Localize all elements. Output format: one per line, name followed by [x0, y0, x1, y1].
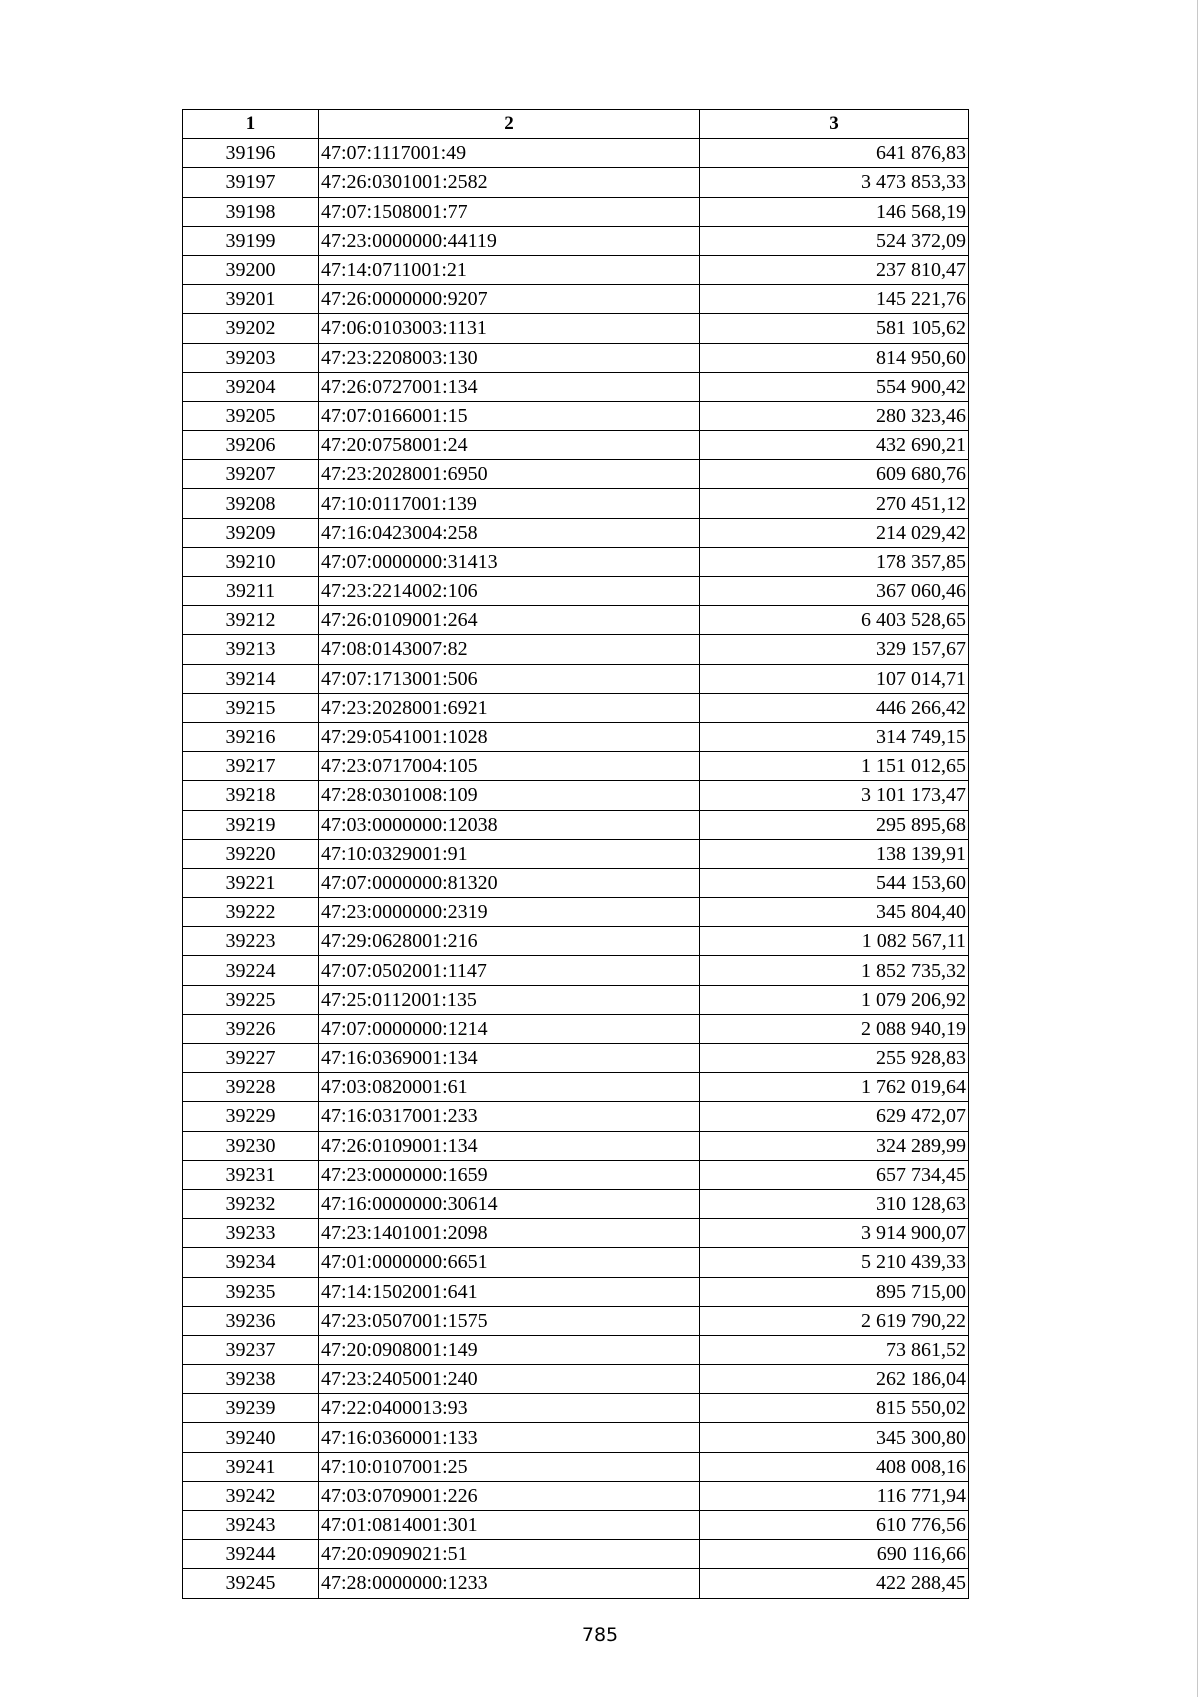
- table-row: [183, 752, 969, 781]
- table-row: [183, 1248, 969, 1277]
- row-number-cell: 39245: [183, 1569, 319, 1598]
- row-number-cell: 39231: [183, 1160, 319, 1189]
- row-number-cell: 39197: [183, 168, 319, 197]
- row-number-cell: 39208: [183, 489, 319, 518]
- value-cell: 280 323,46: [700, 401, 969, 430]
- table-row: [183, 1189, 969, 1218]
- cadastral-number-cell: 47:28:0000000:1233: [319, 1569, 700, 1598]
- table-row: [183, 1014, 969, 1043]
- table-row: [183, 1160, 969, 1189]
- cadastral-number-cell: 47:22:0400013:93: [319, 1394, 700, 1423]
- page-number: 785: [581, 1624, 619, 1646]
- cadastral-number-cell: 47:26:0109001:134: [319, 1131, 700, 1160]
- cadastral-number-cell: 47:23:0000000:2319: [319, 898, 700, 927]
- table-row: [183, 226, 969, 255]
- cadastral-number-cell: 47:07:0502001:1147: [319, 956, 700, 985]
- row-number-cell: 39221: [183, 868, 319, 897]
- value-cell: 329 157,67: [700, 635, 969, 664]
- row-number-cell: 39204: [183, 372, 319, 401]
- value-cell: 895 715,00: [700, 1277, 969, 1306]
- row-number-cell: 39199: [183, 226, 319, 255]
- cadastral-number-cell: 47:03:0000000:12038: [319, 810, 700, 839]
- cadastral-number-cell: 47:14:0711001:21: [319, 255, 700, 284]
- value-cell: 138 139,91: [700, 839, 969, 868]
- row-number-cell: 39219: [183, 810, 319, 839]
- table-row: [183, 1044, 969, 1073]
- value-cell: 262 186,04: [700, 1365, 969, 1394]
- row-number-cell: 39198: [183, 197, 319, 226]
- table-row: [183, 343, 969, 372]
- row-number-cell: 39207: [183, 460, 319, 489]
- column-header-3: 3: [700, 110, 969, 139]
- value-cell: 214 029,42: [700, 518, 969, 547]
- table-row: [183, 255, 969, 284]
- table-row: [183, 693, 969, 722]
- cadastral-number-cell: 47:20:0758001:24: [319, 431, 700, 460]
- value-cell: 1 852 735,32: [700, 956, 969, 985]
- cadastral-number-cell: 47:23:0000000:44119: [319, 226, 700, 255]
- value-cell: 146 568,19: [700, 197, 969, 226]
- column-header-1: 1: [183, 110, 319, 139]
- value-cell: 255 928,83: [700, 1044, 969, 1073]
- table-row: [183, 1219, 969, 1248]
- value-cell: 310 128,63: [700, 1189, 969, 1218]
- value-cell: 446 266,42: [700, 693, 969, 722]
- row-number-cell: 39225: [183, 985, 319, 1014]
- cadastral-number-cell: 47:07:0000000:1214: [319, 1014, 700, 1043]
- cadastral-number-cell: 47:16:0317001:233: [319, 1102, 700, 1131]
- value-cell: 1 762 019,64: [700, 1073, 969, 1102]
- table-row: [183, 1569, 969, 1598]
- value-cell: 107 014,71: [700, 664, 969, 693]
- value-cell: 2 088 940,19: [700, 1014, 969, 1043]
- table-row: [183, 314, 969, 343]
- row-number-cell: 39228: [183, 1073, 319, 1102]
- cadastral-number-cell: 47:07:1117001:49: [319, 139, 700, 168]
- cadastral-number-cell: 47:08:0143007:82: [319, 635, 700, 664]
- value-cell: 345 300,80: [700, 1423, 969, 1452]
- value-cell: 270 451,12: [700, 489, 969, 518]
- table-row: [183, 1511, 969, 1540]
- table-row: [183, 1102, 969, 1131]
- value-cell: 3 101 173,47: [700, 781, 969, 810]
- cadastral-number-cell: 47:10:0329001:91: [319, 839, 700, 868]
- value-cell: 367 060,46: [700, 577, 969, 606]
- table-row: [183, 489, 969, 518]
- value-cell: 690 116,66: [700, 1540, 969, 1569]
- row-number-cell: 39232: [183, 1189, 319, 1218]
- table-row: [183, 664, 969, 693]
- cadastral-number-cell: 47:03:0820001:61: [319, 1073, 700, 1102]
- table-row: [183, 168, 969, 197]
- table-row: [183, 810, 969, 839]
- cadastral-number-cell: 47:07:0000000:81320: [319, 868, 700, 897]
- value-cell: 657 734,45: [700, 1160, 969, 1189]
- row-number-cell: 39212: [183, 606, 319, 635]
- row-number-cell: 39236: [183, 1306, 319, 1335]
- value-cell: 422 288,45: [700, 1569, 969, 1598]
- table-row: [183, 1335, 969, 1364]
- row-number-cell: 39239: [183, 1394, 319, 1423]
- row-number-cell: 39244: [183, 1540, 319, 1569]
- value-cell: 145 221,76: [700, 285, 969, 314]
- table-body: [183, 139, 969, 1598]
- table-row: [183, 1131, 969, 1160]
- row-number-cell: 39238: [183, 1365, 319, 1394]
- value-cell: 432 690,21: [700, 431, 969, 460]
- table-row: [183, 839, 969, 868]
- row-number-cell: 39233: [183, 1219, 319, 1248]
- row-number-cell: 39242: [183, 1481, 319, 1510]
- cadastral-number-cell: 47:23:0507001:1575: [319, 1306, 700, 1335]
- table-row: [183, 1394, 969, 1423]
- row-number-cell: 39229: [183, 1102, 319, 1131]
- value-cell: 73 861,52: [700, 1335, 969, 1364]
- table-row: [183, 285, 969, 314]
- row-number-cell: 39213: [183, 635, 319, 664]
- cadastral-number-cell: 47:26:0109001:264: [319, 606, 700, 635]
- table-row: [183, 1540, 969, 1569]
- cadastral-number-cell: 47:23:2208003:130: [319, 343, 700, 372]
- table-row: [183, 197, 969, 226]
- value-cell: 1 079 206,92: [700, 985, 969, 1014]
- cadastral-number-cell: 47:23:2028001:6950: [319, 460, 700, 489]
- cadastral-number-cell: 47:16:0369001:134: [319, 1044, 700, 1073]
- cadastral-number-cell: 47:20:0908001:149: [319, 1335, 700, 1364]
- table-row: [183, 372, 969, 401]
- table-row: [183, 956, 969, 985]
- row-number-cell: 39222: [183, 898, 319, 927]
- cadastral-number-cell: 47:23:2028001:6921: [319, 693, 700, 722]
- value-cell: 3 473 853,33: [700, 168, 969, 197]
- row-number-cell: 39205: [183, 401, 319, 430]
- row-number-cell: 39235: [183, 1277, 319, 1306]
- table-row: [183, 547, 969, 576]
- cadastral-number-cell: 47:10:0107001:25: [319, 1452, 700, 1481]
- table-row: [183, 401, 969, 430]
- cadastral-number-cell: 47:16:0000000:30614: [319, 1189, 700, 1218]
- row-number-cell: 39211: [183, 577, 319, 606]
- table-row: [183, 635, 969, 664]
- value-cell: 237 810,47: [700, 255, 969, 284]
- cadastral-number-cell: 47:23:1401001:2098: [319, 1219, 700, 1248]
- table-row: [183, 722, 969, 751]
- cadastral-number-cell: 47:26:0727001:134: [319, 372, 700, 401]
- table-row: [183, 781, 969, 810]
- table-row: [183, 898, 969, 927]
- value-cell: 554 900,42: [700, 372, 969, 401]
- table-row: [183, 518, 969, 547]
- row-number-cell: 39206: [183, 431, 319, 460]
- cadastral-number-cell: 47:16:0360001:133: [319, 1423, 700, 1452]
- row-number-cell: 39220: [183, 839, 319, 868]
- row-number-cell: 39201: [183, 285, 319, 314]
- table-row: [183, 577, 969, 606]
- table-row: [183, 606, 969, 635]
- value-cell: 295 895,68: [700, 810, 969, 839]
- table-row: [183, 1306, 969, 1335]
- value-cell: 345 804,40: [700, 898, 969, 927]
- cadastral-value-table: [182, 109, 969, 1599]
- cadastral-number-cell: 47:28:0301008:109: [319, 781, 700, 810]
- row-number-cell: 39241: [183, 1452, 319, 1481]
- table-header-row: [183, 110, 969, 139]
- cadastral-number-cell: 47:03:0709001:226: [319, 1481, 700, 1510]
- cadastral-number-cell: 47:06:0103003:1131: [319, 314, 700, 343]
- cadastral-number-cell: 47:25:0112001:135: [319, 985, 700, 1014]
- row-number-cell: 39216: [183, 722, 319, 751]
- value-cell: 609 680,76: [700, 460, 969, 489]
- table-row: [183, 1452, 969, 1481]
- value-cell: 324 289,99: [700, 1131, 969, 1160]
- column-header-2: 2: [319, 110, 700, 139]
- row-number-cell: 39223: [183, 927, 319, 956]
- cadastral-number-cell: 47:10:0117001:139: [319, 489, 700, 518]
- cadastral-number-cell: 47:01:0000000:6651: [319, 1248, 700, 1277]
- table-row: [183, 1365, 969, 1394]
- table-row: [183, 1073, 969, 1102]
- table-row: [183, 1423, 969, 1452]
- value-cell: 610 776,56: [700, 1511, 969, 1540]
- value-cell: 6 403 528,65: [700, 606, 969, 635]
- cadastral-number-cell: 47:23:0000000:1659: [319, 1160, 700, 1189]
- cadastral-number-cell: 47:26:0301001:2582: [319, 168, 700, 197]
- value-cell: 641 876,83: [700, 139, 969, 168]
- cadastral-number-cell: 47:26:0000000:9207: [319, 285, 700, 314]
- row-number-cell: 39214: [183, 664, 319, 693]
- value-cell: 524 372,09: [700, 226, 969, 255]
- row-number-cell: 39209: [183, 518, 319, 547]
- value-cell: 2 619 790,22: [700, 1306, 969, 1335]
- value-cell: 1 082 567,11: [700, 927, 969, 956]
- row-number-cell: 39230: [183, 1131, 319, 1160]
- value-cell: 815 550,02: [700, 1394, 969, 1423]
- value-cell: 1 151 012,65: [700, 752, 969, 781]
- cadastral-number-cell: 47:29:0628001:216: [319, 927, 700, 956]
- cadastral-number-cell: 47:23:2405001:240: [319, 1365, 700, 1394]
- row-number-cell: 39227: [183, 1044, 319, 1073]
- value-cell: 3 914 900,07: [700, 1219, 969, 1248]
- value-cell: 544 153,60: [700, 868, 969, 897]
- row-number-cell: 39237: [183, 1335, 319, 1364]
- value-cell: 5 210 439,33: [700, 1248, 969, 1277]
- row-number-cell: 39224: [183, 956, 319, 985]
- value-cell: 408 008,16: [700, 1452, 969, 1481]
- row-number-cell: 39226: [183, 1014, 319, 1043]
- value-cell: 116 771,94: [700, 1481, 969, 1510]
- cadastral-number-cell: 47:07:1713001:506: [319, 664, 700, 693]
- cadastral-number-cell: 47:20:0909021:51: [319, 1540, 700, 1569]
- row-number-cell: 39202: [183, 314, 319, 343]
- row-number-cell: 39217: [183, 752, 319, 781]
- row-number-cell: 39218: [183, 781, 319, 810]
- cadastral-number-cell: 47:29:0541001:1028: [319, 722, 700, 751]
- page-edge-divider: [1197, 0, 1198, 1697]
- row-number-cell: 39210: [183, 547, 319, 576]
- row-number-cell: 39200: [183, 255, 319, 284]
- value-cell: 629 472,07: [700, 1102, 969, 1131]
- cadastral-number-cell: 47:23:0717004:105: [319, 752, 700, 781]
- value-cell: 178 357,85: [700, 547, 969, 576]
- row-number-cell: 39203: [183, 343, 319, 372]
- table-row: [183, 927, 969, 956]
- table-row: [183, 139, 969, 168]
- value-cell: 581 105,62: [700, 314, 969, 343]
- row-number-cell: 39196: [183, 139, 319, 168]
- table-row: [183, 1277, 969, 1306]
- cadastral-number-cell: 47:07:1508001:77: [319, 197, 700, 226]
- value-cell: 314 749,15: [700, 722, 969, 751]
- cadastral-number-cell: 47:07:0166001:15: [319, 401, 700, 430]
- cadastral-number-cell: 47:14:1502001:641: [319, 1277, 700, 1306]
- table-row: [183, 868, 969, 897]
- cadastral-number-cell: 47:01:0814001:301: [319, 1511, 700, 1540]
- row-number-cell: 39240: [183, 1423, 319, 1452]
- table-row: [183, 460, 969, 489]
- row-number-cell: 39234: [183, 1248, 319, 1277]
- cadastral-number-cell: 47:07:0000000:31413: [319, 547, 700, 576]
- cadastral-number-cell: 47:23:2214002:106: [319, 577, 700, 606]
- row-number-cell: 39243: [183, 1511, 319, 1540]
- table-row: [183, 1481, 969, 1510]
- row-number-cell: 39215: [183, 693, 319, 722]
- table-row: [183, 431, 969, 460]
- value-cell: 814 950,60: [700, 343, 969, 372]
- table-row: [183, 985, 969, 1014]
- cadastral-number-cell: 47:16:0423004:258: [319, 518, 700, 547]
